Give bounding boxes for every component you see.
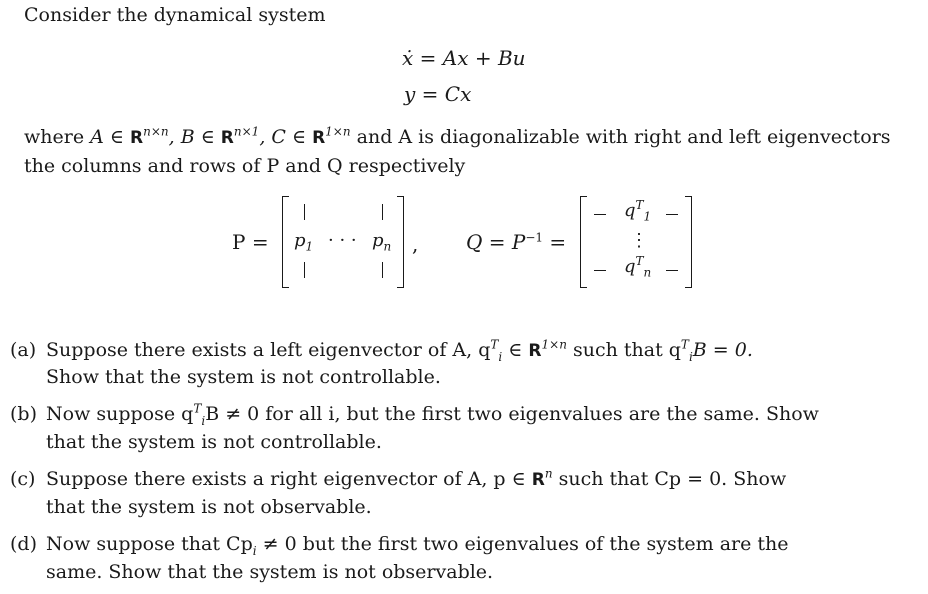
- matrix-p: [282, 196, 404, 288]
- item-a-line-2: Show that the system is not controllable.: [46, 366, 441, 388]
- matrix-q: [580, 196, 692, 288]
- item-c-label: (c): [10, 468, 36, 490]
- output-equation: y = Cx: [404, 82, 472, 106]
- description-line-2: the columns and rows of P and Q respectively: [24, 155, 466, 177]
- pn-bottom-bar: [382, 262, 383, 278]
- state-rhs: Ax + Bu: [442, 46, 526, 70]
- item-b-label: (b): [10, 403, 37, 425]
- item-c-line-1: Suppose there exists a right eigenvector of A, p ∈ $R^n$ such that Cp = 0. Show: [46, 466, 787, 490]
- pn-cell: $p_n$: [372, 230, 392, 254]
- matrix-comma: ,: [412, 232, 419, 256]
- qn-right-bar: [666, 270, 678, 271]
- q1-cell: $q^T_1$: [624, 198, 652, 224]
- item-a-line-1: Suppose there exists a left eigenvector of A, $q^T_i$ ∈ $R^{1\times n}$ such that $q^T_iB = 0$.: [46, 337, 753, 364]
- item-a-label: (a): [10, 339, 37, 361]
- output-lhs: y: [404, 82, 416, 106]
- item-b-line-2: that the system is not controllable.: [46, 431, 382, 453]
- state-equation: ẋ = Ax + Bu: [402, 46, 526, 70]
- item-d-line-2: same. Show that the system is not observable.: [46, 561, 494, 583]
- p1-bottom-bar: [304, 262, 305, 278]
- q1-left-bar: [594, 214, 606, 215]
- item-c-line-2: that the system is not observable.: [46, 496, 372, 518]
- matrix-q-left-bracket: [580, 196, 587, 288]
- p-label: P =: [232, 230, 269, 254]
- p1-cell: $p_1$: [294, 230, 314, 254]
- description-line-1: where A ∈ $R^{n\times n}$, B ∈ $R^{n\times 1}$, C ∈ $R^{1\times n}$ and A is diagonalizable with right and left eigenvectors: [24, 124, 891, 148]
- qn-cell: $q^T_n$: [624, 254, 652, 280]
- state-lhs: ẋ: [402, 46, 414, 70]
- item-b-line-1: Now suppose $q^T_iB \ne 0$ for all i, but the first two eigenvalues are the same. Show: [46, 401, 819, 428]
- output-rhs: Cx: [444, 82, 472, 106]
- q-vdots: ⋮: [630, 230, 648, 251]
- matrix-q-right-bracket: [685, 196, 692, 288]
- p1-top-bar: [304, 204, 305, 220]
- item-d-label: (d): [10, 533, 37, 555]
- matrix-p-right-bracket: [397, 196, 404, 288]
- q-label: $Q = P^{-1}$ =: [466, 230, 567, 254]
- item-d-line-1: Now suppose that $Cp_i \ne 0$ but the first two eigenvalues of the system are the: [46, 533, 789, 558]
- matrix-p-left-bracket: [282, 196, 289, 288]
- qn-left-bar: [594, 270, 606, 271]
- p-dots: · · ·: [328, 230, 357, 251]
- intro-text: Consider the dynamical system: [24, 4, 326, 26]
- pn-top-bar: [382, 204, 383, 220]
- q1-right-bar: [666, 214, 678, 215]
